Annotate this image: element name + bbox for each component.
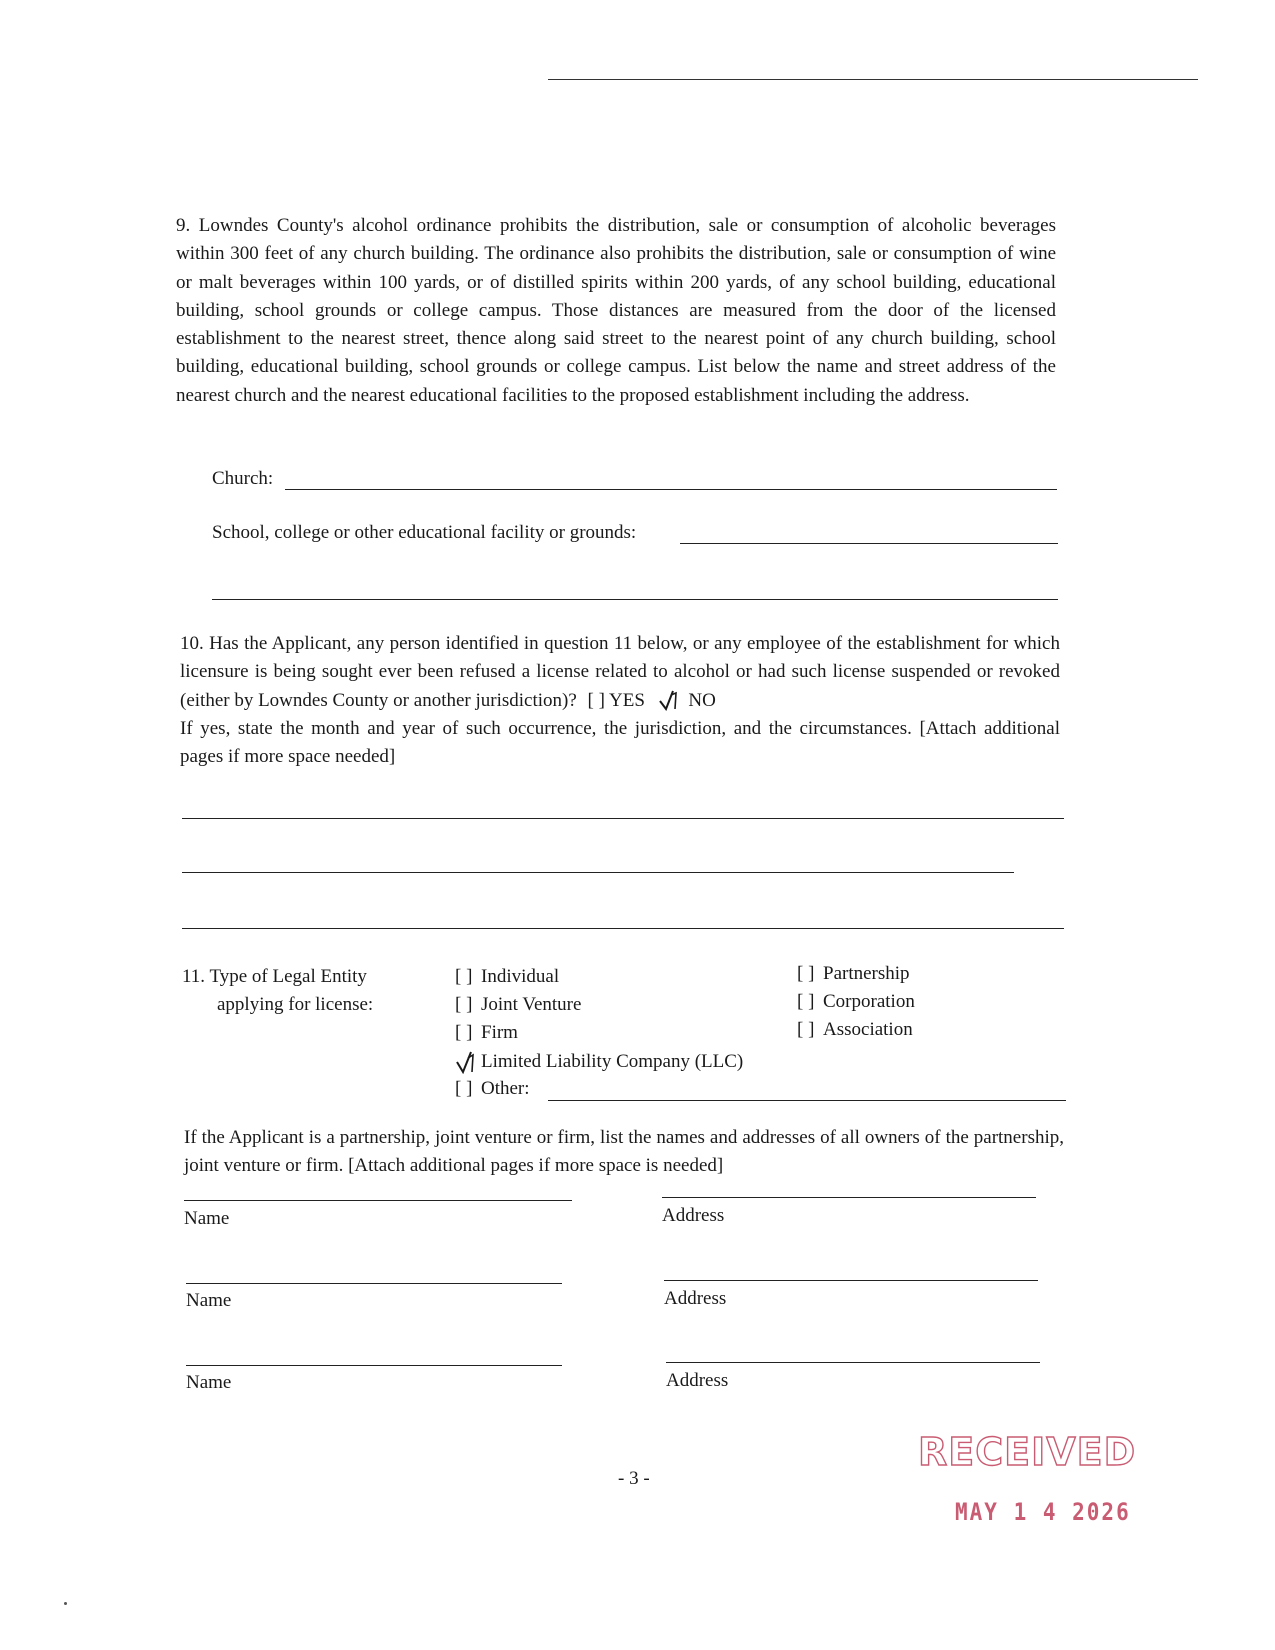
scan-speck [64, 1602, 67, 1605]
address-label-3: Address [666, 1370, 729, 1391]
llc-checkbox-checked [455, 1050, 481, 1070]
received-stamp: RECEIVED [918, 1430, 1137, 1474]
name-label-3: Name [186, 1372, 232, 1393]
explanation-line-3[interactable] [182, 928, 1064, 929]
no-checkbox-checked[interactable] [658, 689, 684, 709]
question-10-followup: If yes, state the month and year of such occurrence, the jurisdiction, and the circumstances. [Attach additional pages if more space needed] [180, 717, 1060, 768]
owner-name-field-2[interactable] [186, 1283, 562, 1284]
no-label: NO [688, 689, 716, 711]
checkbox: [ ] [455, 994, 473, 1015]
option-partnership[interactable] [797, 963, 910, 985]
checkbox: [ ] [455, 1022, 473, 1043]
owner-name-field-1[interactable] [184, 1200, 572, 1201]
option-individual[interactable] [455, 966, 559, 988]
top-rule [548, 79, 1198, 80]
option-label: Firm [481, 1022, 518, 1043]
check-mark-icon [455, 1050, 481, 1074]
received-stamp-date: MAY 1 4 2026 [955, 1498, 1131, 1526]
owner-name-field-3[interactable] [186, 1365, 562, 1366]
option-joint-venture[interactable] [455, 994, 581, 1016]
yes-label: YES [609, 689, 645, 711]
owner-address-field-1[interactable] [662, 1197, 1036, 1198]
option-association[interactable] [797, 1019, 913, 1041]
school-field-line-2[interactable] [212, 599, 1058, 600]
checkbox: [ ] [797, 1019, 815, 1040]
option-label: Other: [481, 1078, 530, 1099]
question-9-text: 9. Lowndes County's alcohol ordinance prohibits the distribution, sale or consumption of alcoholic beverages within 300 feet of any church building. The ordinance also prohibits the distribution, sale or consumption of wine or malt beverages within 100 yards, or of distilled spirits within 200 yards, of any school building, educational building, school grounds or college campus. Those distances are measured from the door of the licensed establishment to the nearest street, thence along said street to the nearest point of any church building, school building, educational building, school grounds or college campus. List below the name and street address of the nearest church and the nearest educational facilities to the proposed establishment including the address. [176, 215, 1056, 406]
address-label-2: Address [664, 1288, 727, 1309]
owner-address-field-2[interactable] [664, 1280, 1038, 1281]
question-10-block [180, 630, 1060, 771]
checkbox: [ ] [797, 991, 815, 1012]
yes-checkbox[interactable]: [ ] [587, 689, 605, 711]
owner-address-field-3[interactable] [666, 1362, 1040, 1363]
name-label-1: Name [184, 1208, 230, 1229]
option-corporation[interactable] [797, 991, 915, 1013]
question-11-label: 11. Type of Legal Entity [182, 966, 367, 987]
question-10-text: 10. Has the Applicant, any person identified in question 11 below, or any employee of the establishment for which licensure is being sought ever been refused a license related to alcohol or had such license suspended or revoked (either by Lowndes County or another jurisdiction)? [180, 633, 1060, 711]
church-label: Church: [212, 468, 274, 489]
question-11-label-2: applying for license: [217, 994, 374, 1015]
option-label: Joint Venture [481, 994, 582, 1015]
explanation-line-1[interactable] [182, 818, 1064, 819]
checkbox: [ ] [455, 966, 473, 987]
checkbox: [ ] [797, 963, 815, 984]
explanation-line-2[interactable] [182, 872, 1014, 873]
school-field[interactable] [680, 543, 1058, 544]
option-label: Corporation [823, 991, 915, 1012]
option-label: Individual [481, 966, 560, 987]
check-mark-icon [658, 689, 684, 711]
option-other[interactable] [455, 1078, 530, 1100]
school-label: School, college or other educational facility or grounds: [212, 522, 637, 543]
page-number: - 3 - [618, 1468, 650, 1489]
church-field[interactable] [285, 489, 1057, 490]
option-label: Limited Liability Company (LLC) [481, 1051, 744, 1072]
owners-instruction: If the Applicant is a partnership, joint venture or firm, list the names and addresses of all owners of the partnership, joint venture or firm. [Attach additional pages if more space is needed] [184, 1127, 1064, 1177]
option-label: Partnership [823, 963, 910, 984]
option-llc-checked[interactable] [455, 1050, 743, 1073]
other-field[interactable] [548, 1100, 1066, 1101]
option-label: Association [823, 1019, 913, 1040]
option-firm[interactable] [455, 1022, 518, 1044]
checkbox: [ ] [455, 1078, 473, 1099]
address-label-1: Address [662, 1205, 725, 1226]
name-label-2: Name [186, 1290, 232, 1311]
